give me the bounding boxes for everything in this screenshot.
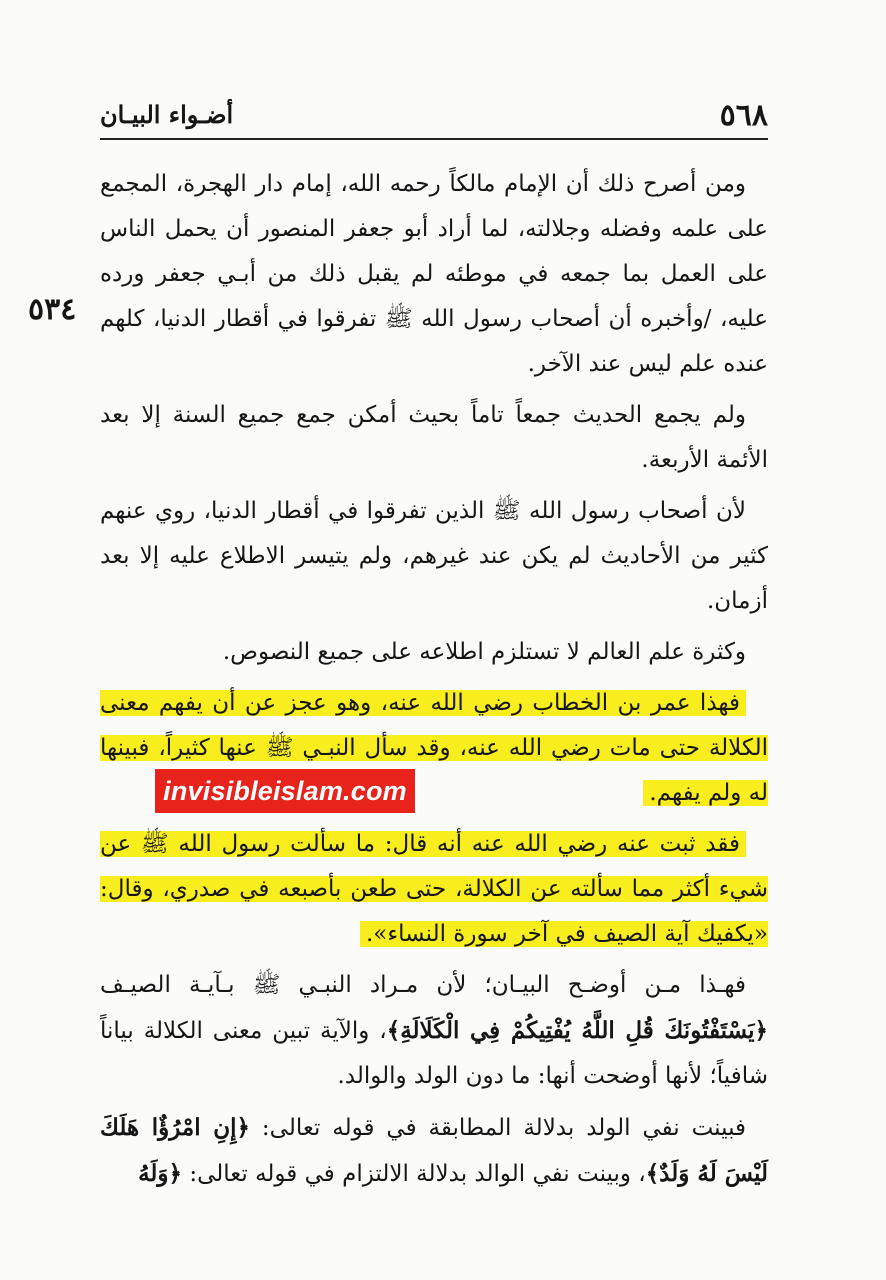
watermark-text: invisibleislam.com [163,775,407,806]
paragraph-malik: ومن أصرح ذلك أن الإمام مالكاً رحمه الله، إمام دار الهجرة، المجمع على علمه وفضله وجلالته، لما أراد أبو جعفر المنصور أن يحمل الناس على العمل بما جمعه في موطئه لم يقبل ذلك من أبـي جعفر ورده عليه، /وأخبره أن أصحاب رسول الله ﷺ تفرقوا في أقطار الدنيا، كلهم عنده علم ليس عند الآخر. [100,171,768,377]
paragraph-scholar-knowledge: وكثرة علم العالم لا تستلزم اطلاعه على جميع النصوص. [222,639,746,665]
highlighted-text: فهذا عمر بن الخطاب رضي الله عنه، وهو عجز عن أن يفهم معنى الكلالة حتى مات رضي الله عنه، وقد سأل النبـي ﷺ عنها كثيراً، فبينها له ولم يفهم. [100,690,768,806]
paragraph-text: فهـذا مـن أوضـح البيـان؛ لأن مـراد النبـي ﷺ بـآيـة الصيـف [100,972,746,998]
margin-page-number: ٥٣٤ [28,292,77,327]
paragraph-negation [100,1105,768,1197]
paragraph-hadith-collection: ولم يجمع الحديث جمعاً تاماً بحيث أمكن جمع جميع السنة إلا بعد الأئمة الأربعة. [100,402,768,473]
paragraph-clear-explanation [100,963,768,1099]
quran-verse: ﴿يَسْتَفْتُونَكَ قُلِ اللَّهُ يُفْتِيكُمْ فِي الْكَلَالَةِ﴾ [386,1017,768,1044]
page-body [100,162,768,1203]
header-rule [100,138,768,140]
quran-verse: ﴿وَلَهُ [138,1160,183,1187]
paragraph-hadith-highlighted [100,822,768,957]
book-title: أضـواء البيـان [100,100,234,129]
page-header [100,96,768,140]
paragraph-text: فبينت نفي الولد بدلالة المطابقة في قوله تعالى: [250,1115,747,1141]
quran-verse: ﴿إِنِ امْرُؤٌا هَلَكَ لَيْسَ لَهُ وَلَدٌ﴾ [100,1114,768,1187]
page-number: ٥٦٨ [719,98,768,133]
paragraph-text: ، والآية تبين معنى الكلالة بياناً شافياً؛ لأنها أوضحت أنها: ما دون الولد والوالد. [100,1018,768,1089]
paragraph-companions: لأن أصحاب رسول الله ﷺ الذين تفرقوا في أقطار الدنيا، روي عنهم كثير من الأحاديث لم يكن عند غيرهم، ولم يتيسر الاطلاع عليه إلا بعد أزمان. [100,498,768,614]
paragraph-text: ، وبينت نفي الوالد بدلالة الالتزام في قوله تعالى: [182,1161,646,1187]
watermark-logo [152,766,418,816]
highlighted-text: فقد ثبت عنه رضي الله عنه أنه قال: ما سألت رسول الله ﷺ عن شيء أكثر مما سألته عن الكلالة، حتى طعن بأصبعه في صدري، وقال: «يكفيك آية الصيف في آخر سورة النساء». [100,831,768,947]
